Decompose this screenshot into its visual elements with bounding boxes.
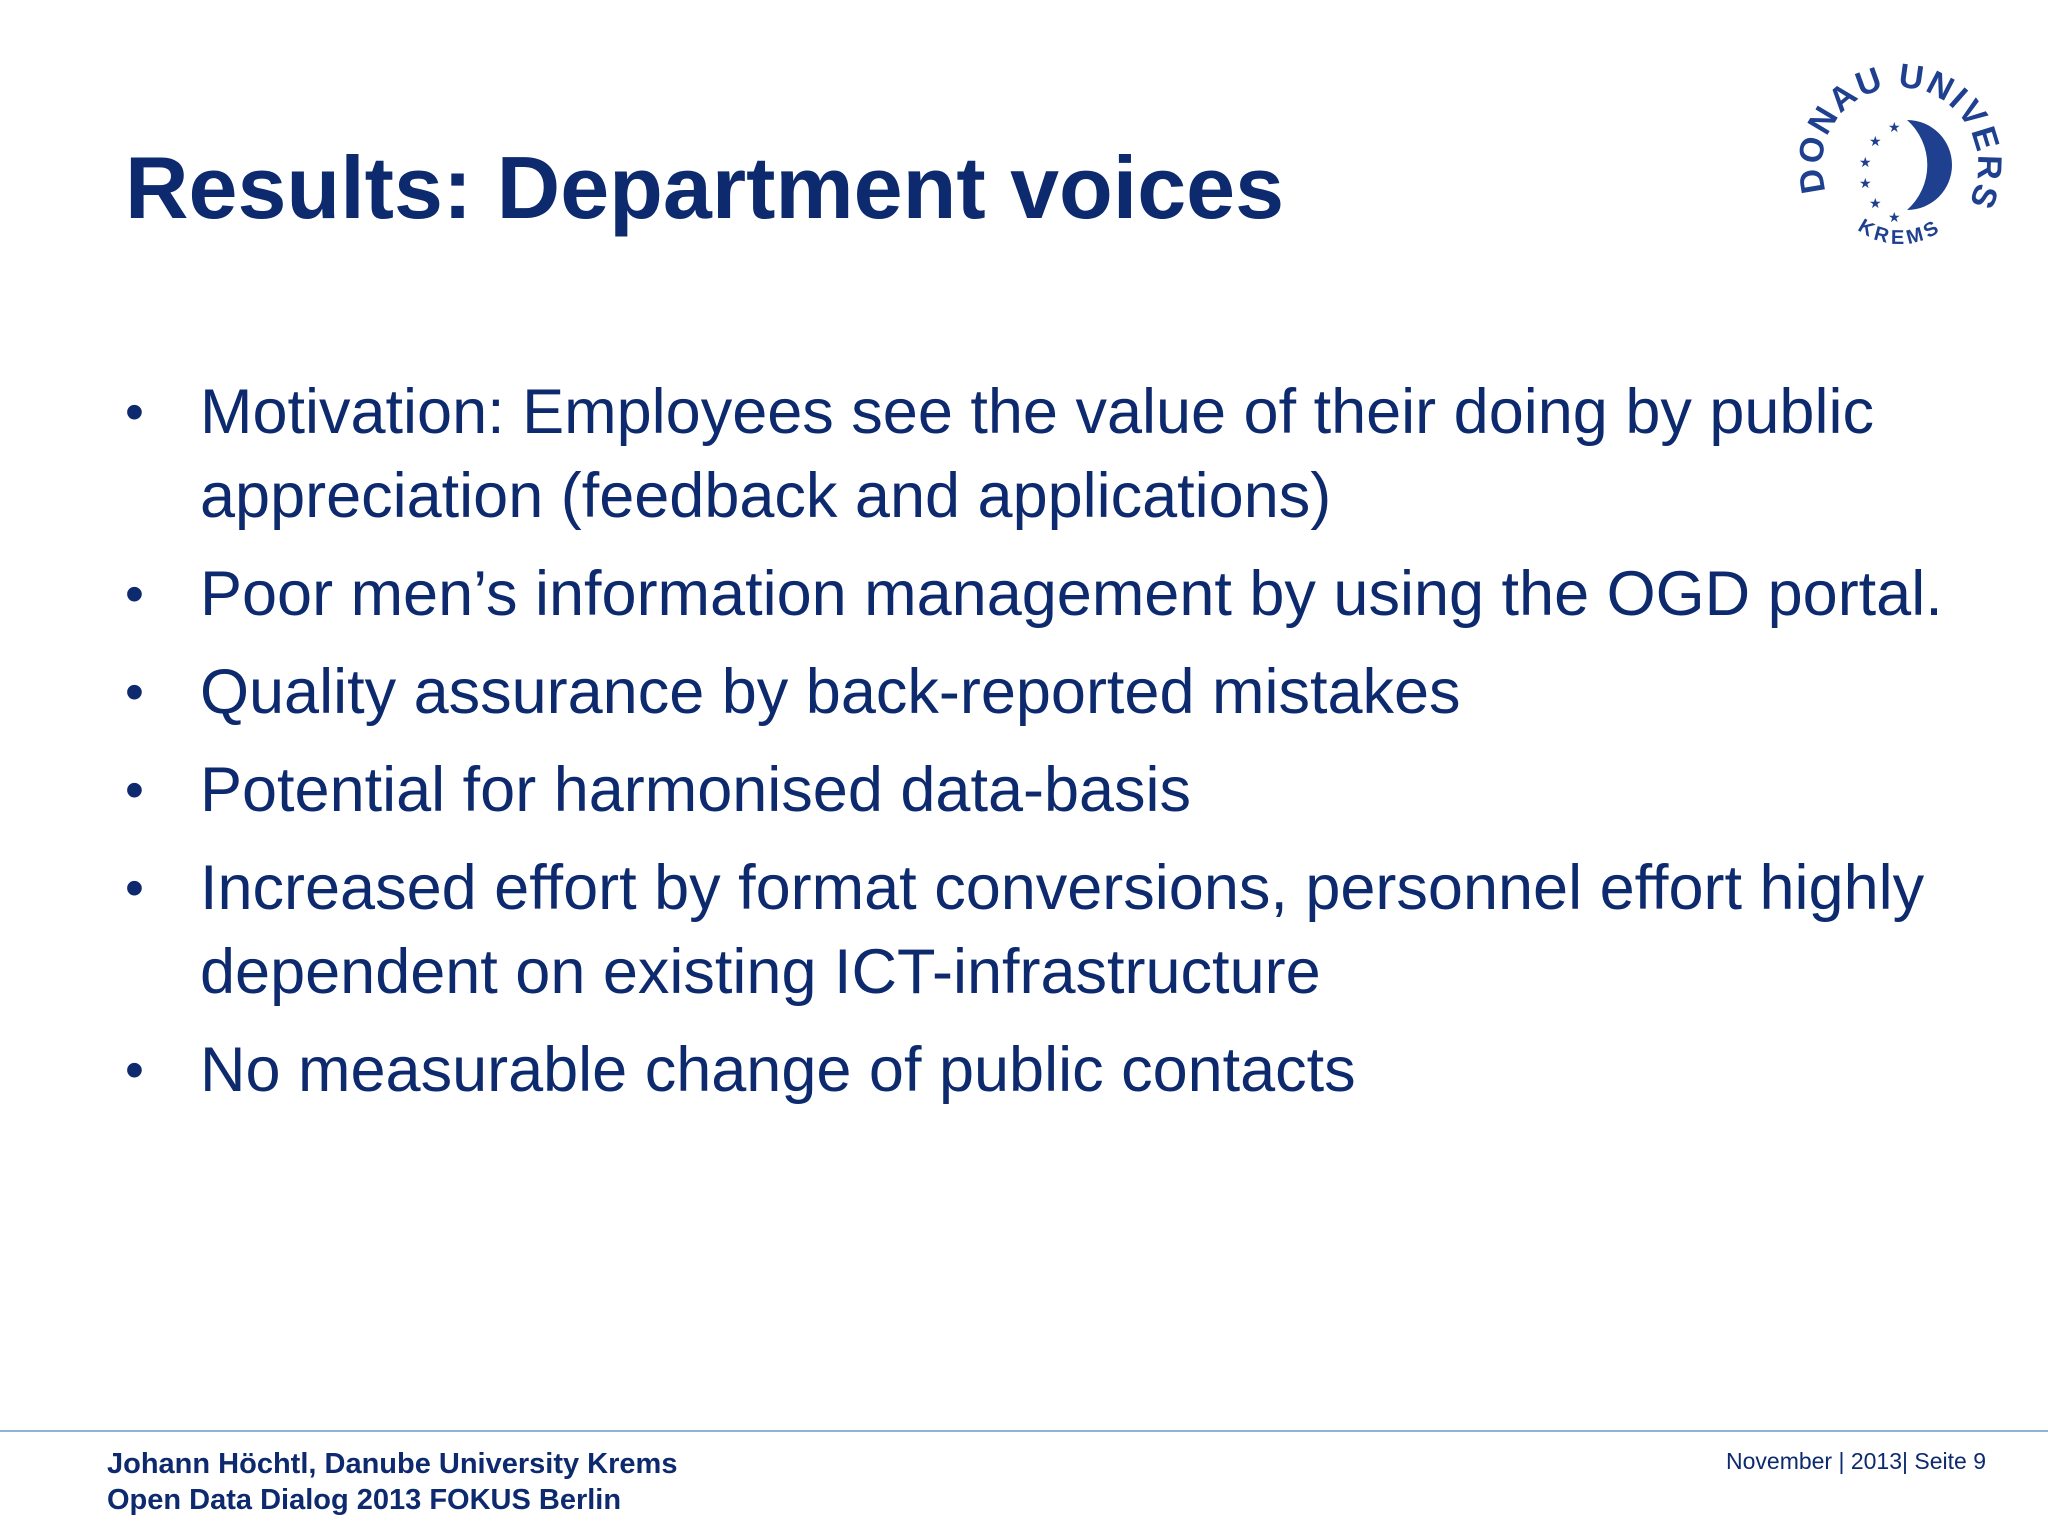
bullet-text: Poor men’s information management by using the OGD portal. — [200, 559, 1943, 629]
svg-text:★: ★ — [1888, 210, 1901, 226]
bullet-dot: • — [125, 760, 144, 820]
footer-author: Johann Höchtl, Danube University Krems — [107, 1448, 678, 1480]
bullet-dot: • — [125, 662, 144, 722]
bullet-dot: • — [125, 564, 144, 624]
svg-text:★: ★ — [1869, 196, 1882, 212]
footer-event: Open Data Dialog 2013 FOKUS Berlin — [107, 1484, 622, 1516]
svg-text:★: ★ — [1888, 120, 1901, 136]
university-seal-icon — [1785, 50, 2015, 280]
bullet-text: Increased effort by format conversions, personnel effort highly dependent on existing ICT-infrastructure — [200, 853, 1925, 1007]
bullet-list — [125, 370, 1965, 1126]
bullet-dot: • — [125, 382, 144, 442]
bullet-item — [125, 552, 1965, 636]
bullet-dot: • — [125, 858, 144, 918]
svg-text:★: ★ — [1869, 134, 1882, 150]
bullet-text: No measurable change of public contacts — [200, 1035, 1356, 1105]
bullet-item — [125, 748, 1965, 832]
logo-text-top: DONAU UNIVERS — [1791, 56, 2009, 216]
footer-date-page: November | 2013| Seite 9 — [1726, 1448, 1986, 1474]
logo-text-bottom: KREMS — [1854, 215, 1946, 250]
bullet-item — [125, 650, 1965, 734]
bullet-item — [125, 1028, 1965, 1112]
footer-divider — [0, 1430, 2048, 1432]
bullet-item — [125, 370, 1965, 538]
svg-text:★: ★ — [1859, 155, 1872, 171]
bullet-dot: • — [125, 1040, 144, 1100]
bullet-text: Motivation: Employees see the value of their doing by public appreciation (feedback and applications) — [200, 377, 1874, 531]
footer-credits — [107, 1446, 677, 1518]
svg-text:★: ★ — [1859, 176, 1872, 192]
bullet-text: Potential for harmonised data-basis — [200, 755, 1192, 825]
bullet-item — [125, 846, 1965, 1014]
logo-crescent-shape — [1907, 120, 1952, 210]
logo-stars — [1859, 120, 1901, 226]
bullet-text: Quality assurance by back-reported mistakes — [200, 657, 1461, 727]
university-logo — [1785, 50, 2015, 280]
slide-title: Results: Department voices — [125, 138, 1285, 237]
